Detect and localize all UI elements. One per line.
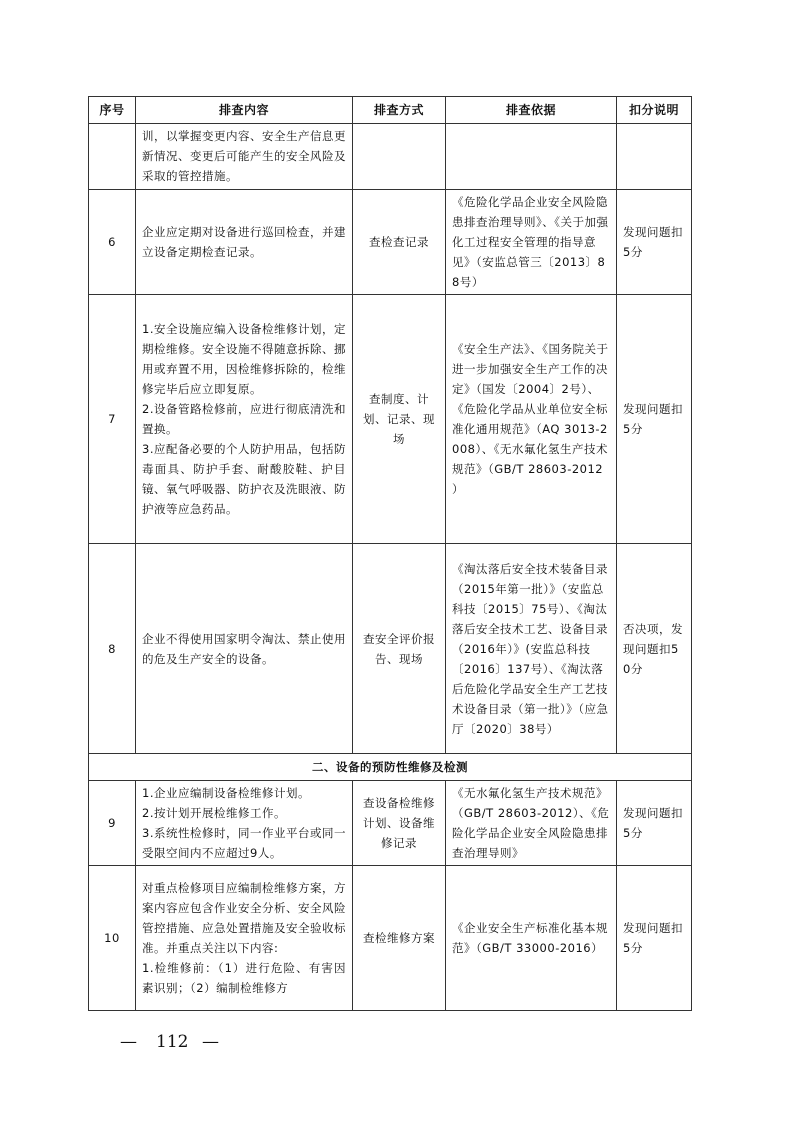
cell-method-line: 查检维修方案 bbox=[363, 931, 435, 945]
table-header-row bbox=[89, 97, 692, 124]
table-row bbox=[89, 190, 692, 295]
cell-no: 9 bbox=[89, 781, 136, 866]
cell-content-line: 训，以掌握变更内容、安全生产信息更新情况、变更后可能产生的安全风险及采取的管控措施。 bbox=[142, 129, 346, 183]
cell-content bbox=[136, 295, 353, 544]
cell-method bbox=[353, 190, 446, 295]
cell-score-line: 发现问题扣5分 bbox=[623, 225, 683, 259]
cell-content bbox=[136, 124, 353, 190]
cell-content-line: 3.系统性检修时，同一作业平台或同一受限空间内不应超过9人。 bbox=[142, 826, 346, 860]
cell-content-line: 对重点检修项目应编制检维修方案，方案内容应包含作业安全分析、安全风险管控措施、应急处置措施及安全验收标准。并重点关注以下内容: bbox=[142, 881, 346, 955]
cell-basis bbox=[446, 781, 617, 866]
cell-method bbox=[353, 781, 446, 866]
cell-content-line: 2.设备管路检修前，应进行彻底清洗和置换。 bbox=[142, 402, 346, 436]
section-body bbox=[89, 754, 692, 781]
header-basis: 排查依据 bbox=[446, 97, 617, 124]
cell-content bbox=[136, 544, 353, 754]
cell-basis bbox=[446, 866, 617, 1011]
page-dash-right: — bbox=[202, 1032, 219, 1052]
cell-content bbox=[136, 866, 353, 1011]
cell-score bbox=[617, 866, 692, 1011]
cell-score bbox=[617, 190, 692, 295]
section-title: 二、设备的预防性维修及检测 bbox=[89, 754, 692, 781]
cell-no bbox=[89, 124, 136, 190]
cell-method bbox=[353, 544, 446, 754]
cell-method-line: 查制度、计划、记录、现场 bbox=[363, 392, 435, 446]
cell-method-line: 查安全评价报告、现场 bbox=[363, 631, 435, 666]
cell-score bbox=[617, 295, 692, 544]
cell-content-line: 企业应定期对设备进行巡回检查，并建立设备定期检查记录。 bbox=[142, 225, 346, 259]
table-row bbox=[89, 295, 692, 544]
cell-basis bbox=[446, 124, 617, 190]
table-body-part1 bbox=[89, 124, 692, 754]
cell-content bbox=[136, 781, 353, 866]
cell-content-line: 1.检维修前：（1）进行危险、有害因素识别；（2）编制检维修方 bbox=[142, 961, 346, 995]
table-row bbox=[89, 544, 692, 754]
cell-method bbox=[353, 866, 446, 1011]
page-dash-left: — bbox=[120, 1032, 137, 1052]
cell-content-line: 1.企业应编制设备检维修计划。 bbox=[142, 786, 310, 800]
cell-basis-line: 《企业安全生产标准化基本规范》（GB/T 33000-2016） bbox=[452, 921, 608, 955]
cell-content bbox=[136, 190, 353, 295]
header-score: 扣分说明 bbox=[617, 97, 692, 124]
cell-method bbox=[353, 124, 446, 190]
cell-basis-line: 《淘汰落后安全技术装备目录（2015年第一批）》（安监总科技〔2015〕75号）、《淘汰落后安全技术工艺、设备目录（2016年）》(安监总科技〔2016〕137号）、《淘汰落后危险化学品安全生产工艺技术设备目录（第一批）》（应急厅〔2020〕38号） bbox=[452, 561, 609, 736]
cell-no: 7 bbox=[89, 295, 136, 544]
cell-method bbox=[353, 295, 446, 544]
cell-score bbox=[617, 781, 692, 866]
inspection-table bbox=[88, 96, 692, 1011]
table-row bbox=[89, 124, 692, 190]
cell-score-line: 发现问题扣5分 bbox=[623, 806, 683, 840]
cell-score-line: 发现问题扣5分 bbox=[623, 402, 683, 436]
cell-basis-line: 《安全生产法》、《国务院关于进一步加强安全生产工作的决定》（国发〔2004〕2号）、《危险化学品从业单位安全标准化通用规范》（AQ 3013-2008）、《无水氟化氢生产技术规范》（GB/T 28603-2012 ） bbox=[452, 342, 609, 496]
cell-no: 8 bbox=[89, 544, 136, 754]
cell-score bbox=[617, 124, 692, 190]
cell-basis bbox=[446, 295, 617, 544]
cell-basis bbox=[446, 544, 617, 754]
page-number: 112 bbox=[156, 1032, 189, 1052]
header-no: 序号 bbox=[89, 97, 136, 124]
cell-method-line: 查检查记录 bbox=[369, 235, 429, 249]
cell-no: 6 bbox=[89, 190, 136, 295]
table-body-part2 bbox=[89, 781, 692, 1011]
header-method: 排查方式 bbox=[353, 97, 446, 124]
cell-basis-line: 《无水氟化氢生产技术规范》（GB/T 28603-2012）、《危险化学品企业安全风险隐患排查治理导则》 bbox=[452, 786, 610, 860]
table-row bbox=[89, 866, 692, 1011]
table-row bbox=[89, 781, 692, 866]
cell-content-line: 企业不得使用国家明令淘汰、禁止使用的危及生产安全的设备。 bbox=[142, 631, 346, 666]
cell-score-line: 发现问题扣5分 bbox=[623, 921, 683, 955]
cell-no: 10 bbox=[89, 866, 136, 1011]
cell-score-line: 否决项，发现问题扣50分 bbox=[623, 621, 683, 676]
cell-content-line: 3.应配备必要的个人防护用品，包括防毒面具、防护手套、耐酸胶鞋、护目镜、氧气呼吸器、防护衣及洗眼液、防护液等应急药品。 bbox=[142, 442, 346, 516]
cell-content-line: 1.安全设施应编入设备检维修计划，定期检维修。安全设施不得随意拆除、挪用或弃置不用，因检维修拆除的，检维修完毕后应立即复原。 bbox=[142, 322, 346, 396]
header-content: 排查内容 bbox=[136, 97, 353, 124]
section-row bbox=[89, 754, 692, 781]
cell-content-line: 2.按计划开展检维修工作。 bbox=[142, 806, 286, 820]
cell-basis bbox=[446, 190, 617, 295]
cell-method-line: 查设备检维修计划、设备维修记录 bbox=[363, 796, 435, 850]
cell-score bbox=[617, 544, 692, 754]
cell-basis-line: 《危险化学品企业安全风险隐患排查治理导则》、《关于加强化工过程安全管理的指导意见》（安监总管三〔2013〕88号） bbox=[452, 195, 609, 289]
